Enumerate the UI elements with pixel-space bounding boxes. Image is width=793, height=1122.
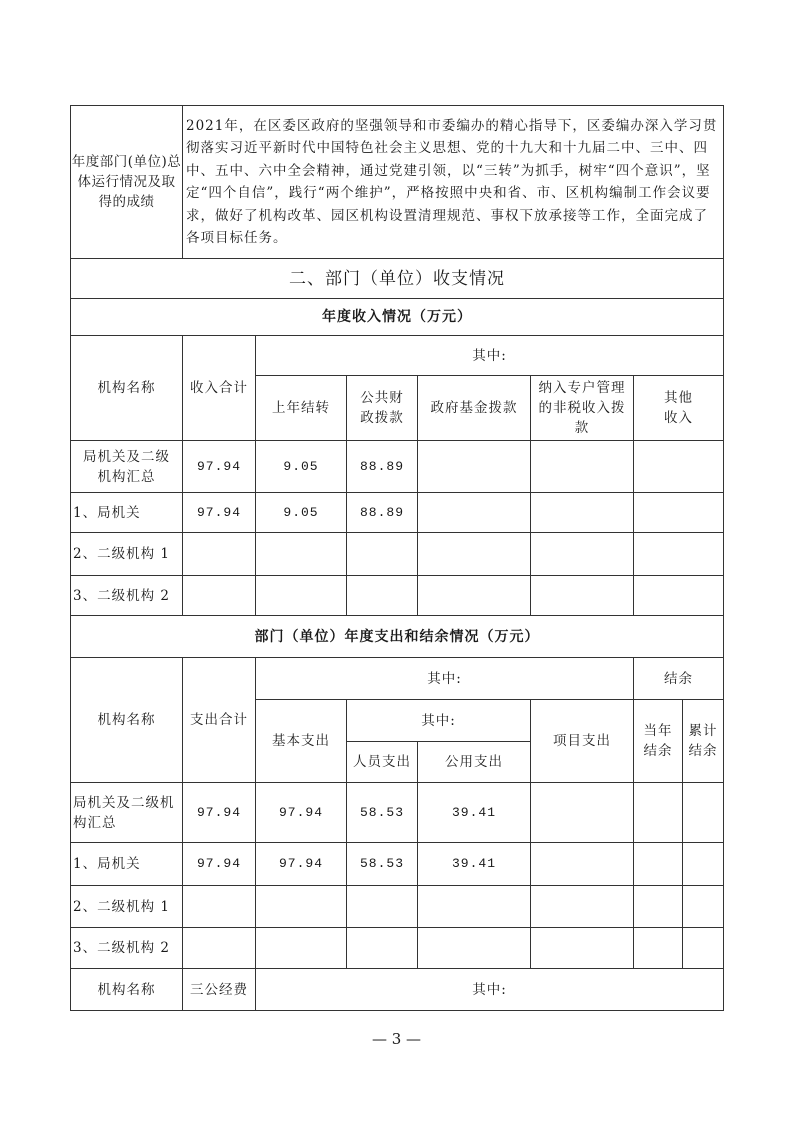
exp-row-total: [183, 928, 256, 969]
exp-row-personnel: [347, 928, 418, 969]
income-row-non-tax: [531, 533, 634, 576]
exp-row-name: 3、二级机构 2: [71, 928, 183, 969]
income-row-carryover: 9.05: [256, 441, 347, 493]
exp-header-basic: 基本支出: [256, 700, 347, 783]
section-title: 二、部门（单位）收支情况: [71, 259, 724, 299]
exp-header-org: 机构名称: [71, 658, 183, 783]
exp-row-basic: [256, 928, 347, 969]
exp-row-year-balance: [634, 886, 683, 928]
exp-row-name: 2、二级机构 1: [71, 886, 183, 928]
exp-header-of-which2: 其中:: [347, 700, 531, 742]
exp-row: [71, 928, 724, 969]
exp-header-project: 项目支出: [531, 700, 634, 783]
overview-label: 年度部门(单位)总体运行情况及取得的成绩: [71, 106, 183, 259]
income-row-total: 97.94: [183, 441, 256, 493]
report-table: [70, 105, 724, 1011]
income-row-other: [634, 576, 724, 616]
income-header-carryover: 上年结转: [256, 376, 347, 441]
income-title: 年度收入情况（万元）: [71, 299, 724, 336]
exp-row-public-use: 39.41: [418, 843, 531, 886]
income-row-carryover: 9.05: [256, 493, 347, 533]
exp-row-cum-balance: [683, 928, 724, 969]
exp-row-public-use: 39.41: [418, 783, 531, 843]
exp-row-project: [531, 928, 634, 969]
income-header-org: 机构名称: [71, 336, 183, 441]
income-row-name: 2、二级机构 1: [71, 533, 183, 576]
income-header-non-tax: 纳入专户管理的非税收入拨款: [531, 376, 634, 441]
exp-row: [71, 783, 724, 843]
income-row-public-finance: [347, 533, 418, 576]
exp-header-total: 支出合计: [183, 658, 256, 783]
income-header-total: 收入合计: [183, 336, 256, 441]
income-row-name: 3、二级机构 2: [71, 576, 183, 616]
income-row-public-finance: 88.89: [347, 493, 418, 533]
income-row-other: [634, 441, 724, 493]
income-header-other: 其他收入: [634, 376, 724, 441]
exp-header-year-balance: 当年结余: [634, 700, 683, 783]
exp-row-public-use: [418, 928, 531, 969]
income-row-carryover: [256, 533, 347, 576]
page-number: — 3 —: [371, 1030, 422, 1048]
exp-header-personnel: 人员支出: [347, 742, 418, 783]
exp-row-personnel: 58.53: [347, 843, 418, 886]
income-row: [71, 576, 724, 616]
income-row-public-finance: [347, 576, 418, 616]
exp-row-cum-balance: [683, 783, 724, 843]
overview-text: 2021年，在区委区政府的坚强领导和市委编办的精心指导下，区委编办深入学习贯彻落实习近平新时代中国特色社会主义思想、党的十九大和十九届二中、三中、四中、五中、六中全会精神，通过党建引领，以“三转”为抓手，树牢“四个意识”，坚定“四个自信”，践行“两个维护”，严格按照中央和省、市、区机构编制工作会议要求，做好了机构改革、园区机构设置清理规范、事权下放承接等工作，全面完成了各项目标任务。: [183, 106, 724, 259]
income-row: [71, 493, 724, 533]
three-public-of-which: 其中:: [256, 969, 724, 1011]
income-row-name: 局机关及二级机构汇总: [71, 441, 183, 493]
exp-row-year-balance: [634, 783, 683, 843]
income-row-total: [183, 533, 256, 576]
exp-row-year-balance: [634, 843, 683, 886]
income-row-non-tax: [531, 576, 634, 616]
exp-row-name: 局机关及二级机构汇总: [71, 783, 183, 843]
exp-header-public-use: 公用支出: [418, 742, 531, 783]
income-row: [71, 441, 724, 493]
exp-row-personnel: [347, 886, 418, 928]
exp-row-basic: 97.94: [256, 843, 347, 886]
exp-row: [71, 843, 724, 886]
income-header-public-finance: 公共财政拨款: [347, 376, 418, 441]
exp-row-total: [183, 886, 256, 928]
income-row-total: 97.94: [183, 493, 256, 533]
income-row-other: [634, 493, 724, 533]
income-row-total: [183, 576, 256, 616]
income-row-gov-fund: [418, 533, 531, 576]
exp-row-project: [531, 843, 634, 886]
income-row-name: 1、局机关: [71, 493, 183, 533]
exp-row-public-use: [418, 886, 531, 928]
exp-row-personnel: 58.53: [347, 783, 418, 843]
income-header-gov-fund: 政府基金拨款: [418, 376, 531, 441]
three-public-org-header: 机构名称: [71, 969, 183, 1011]
exp-row-basic: 97.94: [256, 783, 347, 843]
exp-header-of-which: 其中:: [256, 658, 634, 700]
income-row-other: [634, 533, 724, 576]
three-public-label: 三公经费: [183, 969, 256, 1011]
exp-row-total: 97.94: [183, 783, 256, 843]
income-header-of-which: 其中:: [256, 336, 724, 376]
exp-row-cum-balance: [683, 843, 724, 886]
exp-row-total: 97.94: [183, 843, 256, 886]
exp-row: [71, 886, 724, 928]
exp-row-cum-balance: [683, 886, 724, 928]
exp-row-basic: [256, 886, 347, 928]
exp-header-balance: 结余: [634, 658, 724, 700]
income-row-gov-fund: [418, 493, 531, 533]
income-row-non-tax: [531, 441, 634, 493]
income-row-gov-fund: [418, 576, 531, 616]
income-row-carryover: [256, 576, 347, 616]
income-row-non-tax: [531, 493, 634, 533]
exp-row-year-balance: [634, 928, 683, 969]
income-row-public-finance: 88.89: [347, 441, 418, 493]
exp-row-project: [531, 783, 634, 843]
exp-header-cum-balance: 累计结余: [683, 700, 724, 783]
income-row: [71, 533, 724, 576]
exp-row-name: 1、局机关: [71, 843, 183, 886]
income-row-gov-fund: [418, 441, 531, 493]
expenditure-title: 部门（单位）年度支出和结余情况（万元）: [71, 616, 724, 658]
exp-row-project: [531, 886, 634, 928]
